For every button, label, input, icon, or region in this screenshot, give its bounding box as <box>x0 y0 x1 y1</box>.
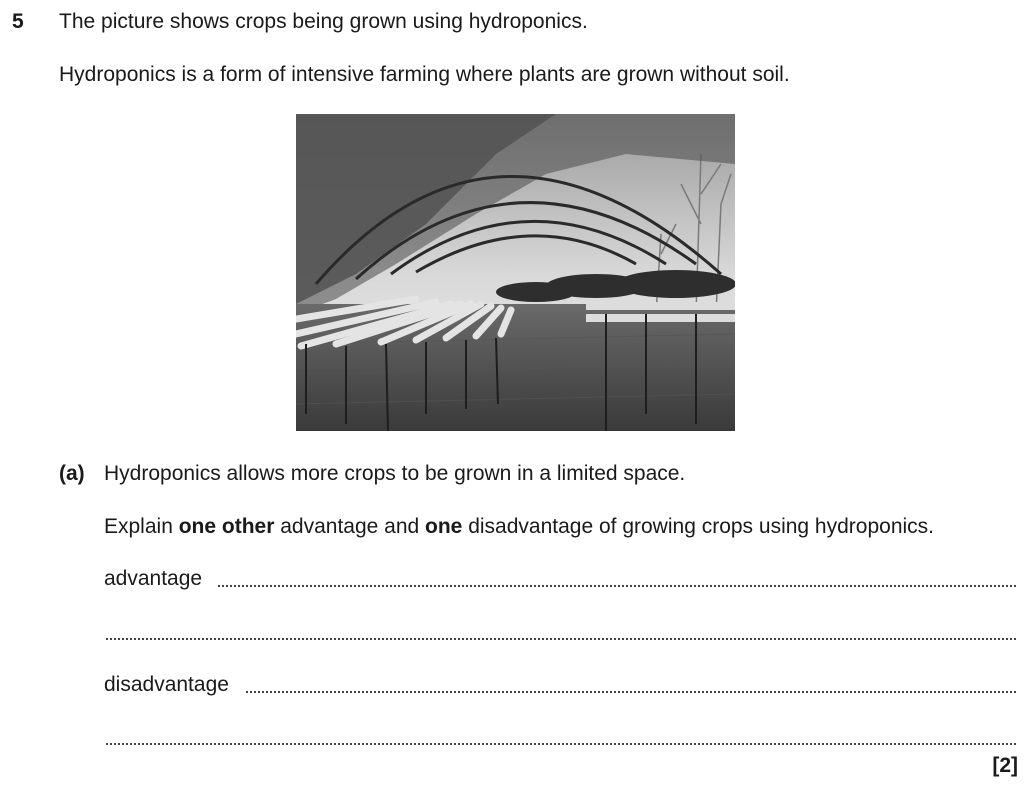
part-a-statement: Hydroponics allows more crops to be grown in a limited space. <box>104 462 686 485</box>
intro-text: Hydroponics is a form of intensive farming where plants are grown without soil. <box>59 63 790 86</box>
instruction-mid: advantage and <box>274 515 426 538</box>
disadvantage-answer-line-2[interactable] <box>106 743 1016 745</box>
instruction-pre: Explain <box>104 515 179 538</box>
advantage-answer-line-2[interactable] <box>106 638 1016 640</box>
advantage-label: advantage <box>104 567 203 590</box>
disadvantage-answer-line-1[interactable] <box>246 691 1016 693</box>
instruction-post: disadvantage of growing crops using hydroponics. <box>462 515 934 538</box>
marks-label: [2] <box>992 754 1018 777</box>
hydroponics-photo <box>296 114 735 431</box>
question-text: The picture shows crops being grown using hydroponics. <box>59 10 588 33</box>
question-number: 5 <box>12 10 24 33</box>
advantage-answer-line-1[interactable] <box>218 585 1016 587</box>
part-a-instruction <box>104 515 934 539</box>
disadvantage-label: disadvantage <box>104 673 229 696</box>
instruction-bold-one: one <box>425 515 463 538</box>
part-a-label: (a) <box>59 462 85 485</box>
instruction-bold-one-other: one other <box>178 515 275 538</box>
